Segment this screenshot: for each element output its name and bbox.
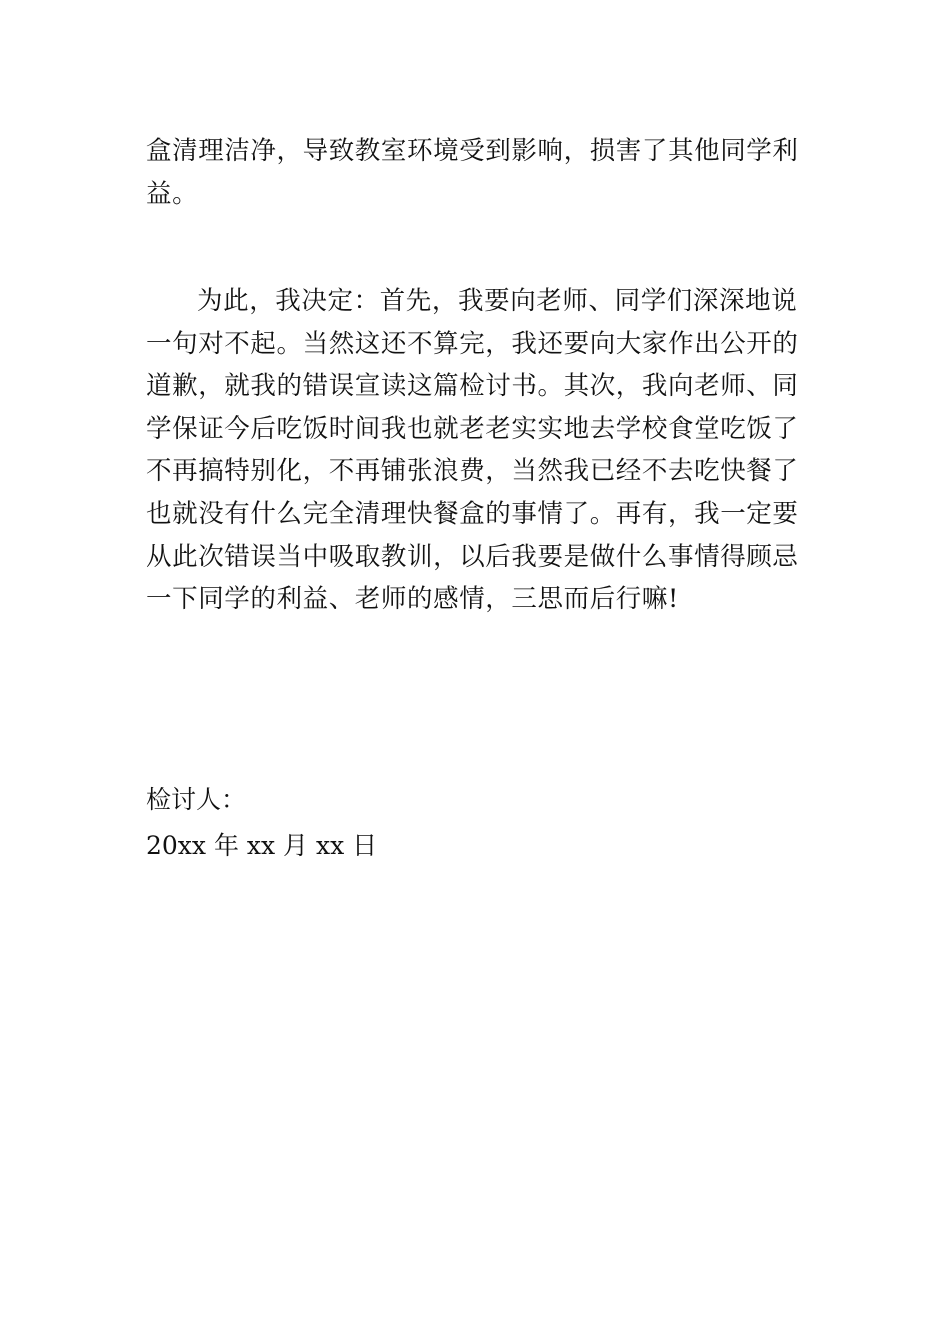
paragraph-1: 盒清理洁净，导致教室环境受到影响，损害了其他同学利益。 <box>146 136 799 209</box>
paragraph-2: 为此，我决定：首先，我要向老师、同学们深深地说一句对不起。当然这还不算完，我还要向大家作出公开的道歉，就我的错误宣读这篇检讨书。其次，我向老师、同学保证今后吃饭时间我也就老老实实地去学校食堂吃饭了不再搞特别化，不再铺张浪费，当然我已经不去吃快餐了也就没有什么完全清理快餐盒的事情了。再有，我一定要从此次错误当中吸取教训，以后我要是做什么事情得顾忌一下同学的利益、老师的感情，三思而后行嘛! <box>146 286 799 615</box>
signature-label: 检讨人： <box>146 785 247 814</box>
signature-date: 20xx 年 xx 月 xx 日 <box>146 831 378 860</box>
